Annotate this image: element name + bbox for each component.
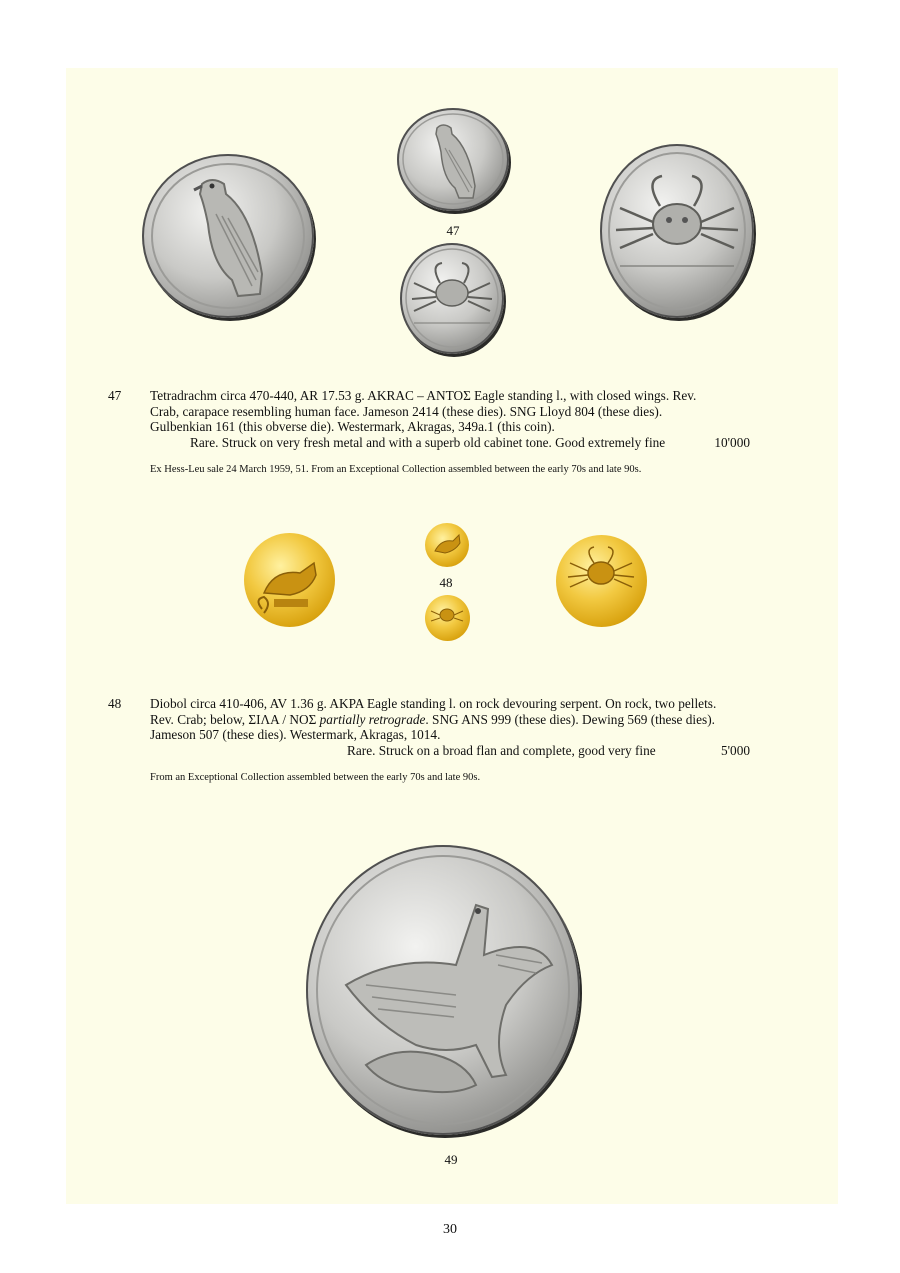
lot-47-provenance: Ex Hess-Leu sale 24 March 1959, 51. From an Exceptional Collection assembled between the early 70s and late 90s.	[150, 464, 642, 475]
crab-icon	[600, 144, 754, 318]
crab-icon	[425, 595, 470, 641]
coin-47-obverse-large	[142, 154, 314, 318]
lot-number: 48	[108, 696, 122, 711]
coin-47-reverse-large	[600, 144, 754, 318]
coin-48-obverse-small	[425, 523, 469, 567]
lot-48-estimate: 5'000	[721, 743, 750, 758]
description-text: Rev. Crab; below, ΣIΛA / NOΣ	[150, 711, 320, 727]
description-line	[150, 712, 751, 728]
lot-47-estimate: 10'000	[714, 435, 750, 450]
eagle-serpent-icon	[244, 533, 335, 627]
lot-number: 47	[108, 388, 122, 403]
eagle-hare-icon	[306, 845, 580, 1135]
coin-48-reverse-small	[425, 595, 470, 641]
description-line: Tetradrachm circa 470-440, AR 17.53 g. AKRAC – ANTOΣ Eagle standing l., with closed wings. Rev.	[150, 388, 697, 403]
coin-47-reverse-small	[400, 243, 504, 354]
lot-47-grade: Rare. Struck on very fresh metal and with a superb old cabinet tone. Good extremely fine	[190, 435, 666, 450]
coin-49-obverse	[306, 845, 580, 1135]
coin-48-obverse-large	[244, 533, 335, 627]
crab-icon	[400, 243, 504, 354]
description-text: . SNG ANS 999 (these dies). Dewing 569 (these dies).	[425, 711, 715, 727]
coin-47-obverse-small	[397, 108, 509, 211]
lot-description	[150, 388, 751, 435]
page-number: 30	[443, 1222, 457, 1237]
figure-label-47: 47	[446, 223, 460, 238]
description-line: Gulbenkian 161 (this obverse die). Westermark, Akragas, 349a.1 (this coin).	[150, 419, 555, 434]
crab-icon	[556, 535, 647, 627]
description-italic: partially retrograde	[319, 711, 426, 727]
lot-48-grade: Rare. Struck on a broad flan and complete, good very fine	[347, 743, 656, 758]
eagle-icon	[397, 108, 509, 211]
coin-48-reverse-large	[556, 535, 647, 627]
description-line: Diobol circa 410-406, AV 1.36 g. AKPA Eagle standing l. on rock devouring serpent. On rock, two pellets.	[150, 696, 717, 711]
lot-description	[150, 696, 751, 743]
description-line: Jameson 507 (these dies). Westermark, Akragas, 1014.	[150, 727, 441, 742]
description-line: Crab, carapace resembling human face. Jameson 2414 (these dies). SNG Lloyd 804 (these dies).	[150, 403, 663, 419]
lot-48-provenance: From an Exceptional Collection assembled between the early 70s and late 90s.	[150, 772, 481, 783]
figure-label-49: 49	[444, 1152, 458, 1167]
figure-label-48: 48	[439, 575, 453, 590]
eagle-icon	[425, 523, 469, 567]
eagle-icon	[142, 154, 314, 318]
